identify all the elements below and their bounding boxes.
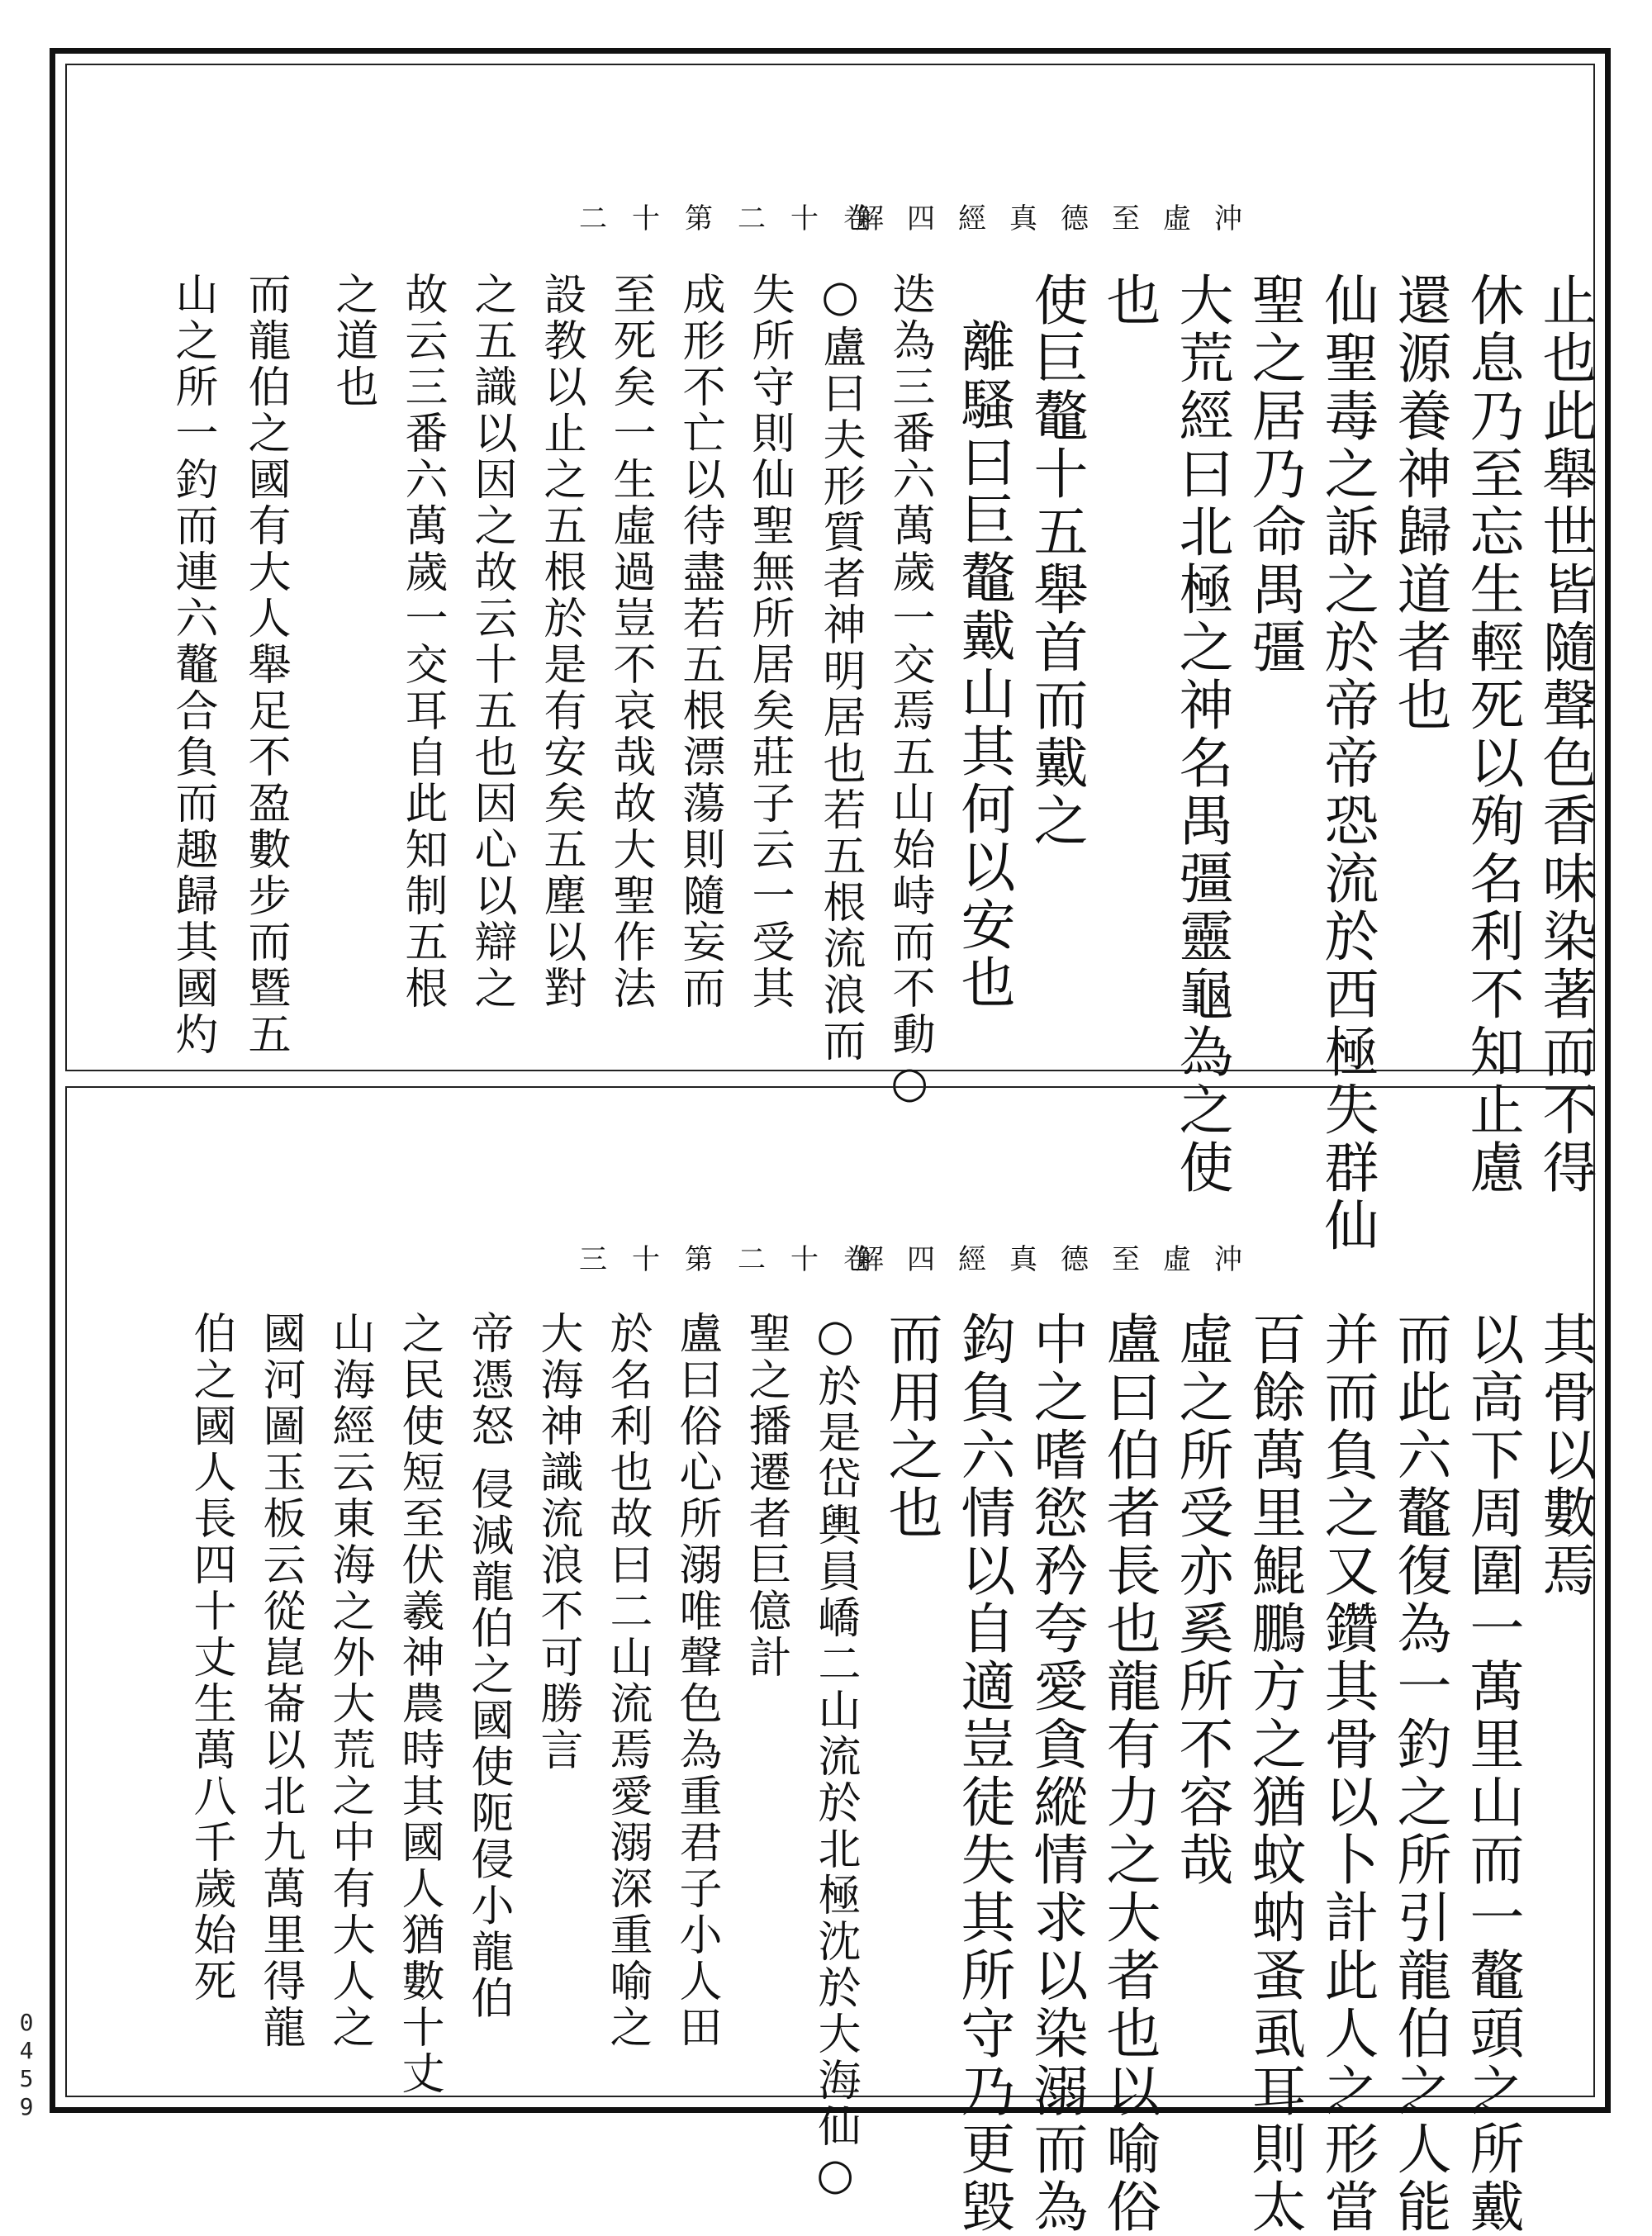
text-column: 之民使短至伏羲神農時其國人猶數十丈 <box>394 1311 444 2097</box>
text-column: 山之所一釣而連六鼇合負而趣歸其國灼 <box>168 272 217 1058</box>
text-column: 而用之也 <box>879 1311 942 1542</box>
text-column: 國河圖玉板云從崑崙以北九萬里得龍 <box>255 1311 305 2051</box>
page-frame <box>50 48 1611 2236</box>
text-column: 虛之所受亦奚所不容哉 <box>1170 1311 1233 1889</box>
text-column: 於名利也故曰二山流焉愛溺深重喻之 <box>602 1311 652 2051</box>
text-column: 百餘萬里鯤鵬方之猶蚊蚋蚤虱耳則太 <box>1242 1311 1306 2236</box>
bottom-text-columns <box>67 1311 1597 2236</box>
page-number-digit: 0 <box>19 2009 34 2036</box>
text-column: 設教以止之五根於是有安矣五塵以對 <box>536 272 586 1012</box>
top-header-title: 解四經真德至虛沖 <box>856 202 1265 235</box>
text-column: 而龍伯之國有大人舉足不盈數步而暨五 <box>240 272 290 1058</box>
bottom-header-volume: 三十第二十卷 <box>579 1243 896 1276</box>
text-column: 故云三番六萬歲一交耳自此知制五根 <box>397 272 447 1012</box>
text-column: 成形不亡以待盡若五根漂蕩則隨妄而 <box>675 272 724 1012</box>
text-column: 鈎負六情以自適豈徒失其所守乃更毀 <box>952 1311 1015 2236</box>
text-column: 盧曰伯者長也龍有力之大者也以喻俗 <box>1097 1311 1161 2236</box>
bottom-header-title: 解四經真德至虛沖 <box>856 1243 1265 1276</box>
page-number <box>17 2009 36 2121</box>
text-column: 使巨鼇十五舉首而戴之 <box>1024 272 1088 850</box>
text-column: 離騷曰巨鼇戴山其何以安也 <box>952 318 1015 1012</box>
text-column: 之道也 <box>328 272 377 411</box>
top-header-volume: 二十第二十卷 <box>579 202 896 235</box>
text-column: 盧曰俗心所溺唯聲色為重君子小人田 <box>672 1311 721 2051</box>
text-column: ○盧曰夫形質者神明居也若五根流浪而 <box>815 272 865 1065</box>
text-column: 仙聖毒之訴之於帝帝恐流於西極失群仙 <box>1315 272 1379 1255</box>
text-column: 伯之國人長四十丈生萬八千歲始死 <box>186 1311 235 2005</box>
text-column: 也 <box>1097 272 1161 330</box>
text-column: 聖之居乃命禺彊 <box>1242 272 1306 676</box>
text-column: 迭為三番六萬歲一交焉五山始峙而不動○ <box>885 272 934 1111</box>
text-column: 休息乃至忘生輕死以殉名利不知止慮 <box>1460 272 1524 1197</box>
text-column: 還源養神歸道者也 <box>1388 272 1451 734</box>
text-column: 失所守則仙聖無所居矣莊子云一受其 <box>744 272 794 1012</box>
text-column: 并而負之又鑽其骨以卜計此人之形當 <box>1315 1311 1379 2236</box>
text-column: 山海經云東海之外大荒之中有大人之 <box>325 1311 374 2051</box>
text-column: 中之嗜慾矜夸愛貪縱情求以染溺而為 <box>1024 1311 1088 2236</box>
text-column: 之五識以因之故云十五也因心以辯之 <box>467 272 516 1012</box>
bottom-page <box>65 1086 1597 2236</box>
top-page-header <box>67 196 1593 245</box>
top-page <box>65 64 1597 1255</box>
text-column: 大海神識流浪不可勝言 <box>533 1311 582 1773</box>
text-column: 而此六鼇復為一釣之所引龍伯之人能 <box>1388 1311 1451 2236</box>
text-column: 至死矣一生虛過豈不哀哉故大聖作法 <box>605 272 655 1012</box>
text-column: 其骨以數焉 <box>1533 1311 1597 1600</box>
text-column: 帝憑怒 侵減龍伯之國使阨侵小龍伯 <box>463 1311 513 2022</box>
text-column: 聖之播遷者巨億計 <box>741 1311 790 1681</box>
text-column: 大荒經曰北極之神名禺彊靈龜為之使 <box>1170 272 1233 1197</box>
text-column: 止也此舉世皆隨聲色香味染著而不得 <box>1533 272 1597 1197</box>
top-text-columns <box>67 272 1597 1255</box>
bottom-page-header <box>67 1237 1593 1286</box>
page-number-digit: 9 <box>19 2093 34 2120</box>
text-column: ○於是岱輿員嶠二山流於北極沈於大海仙○ <box>810 1311 860 2203</box>
page-number-digit: 5 <box>19 2065 34 2092</box>
text-column: 以高下周圍一萬里山而一鼇頭之所戴 <box>1460 1311 1524 2236</box>
page-number-digit: 4 <box>19 2037 34 2064</box>
